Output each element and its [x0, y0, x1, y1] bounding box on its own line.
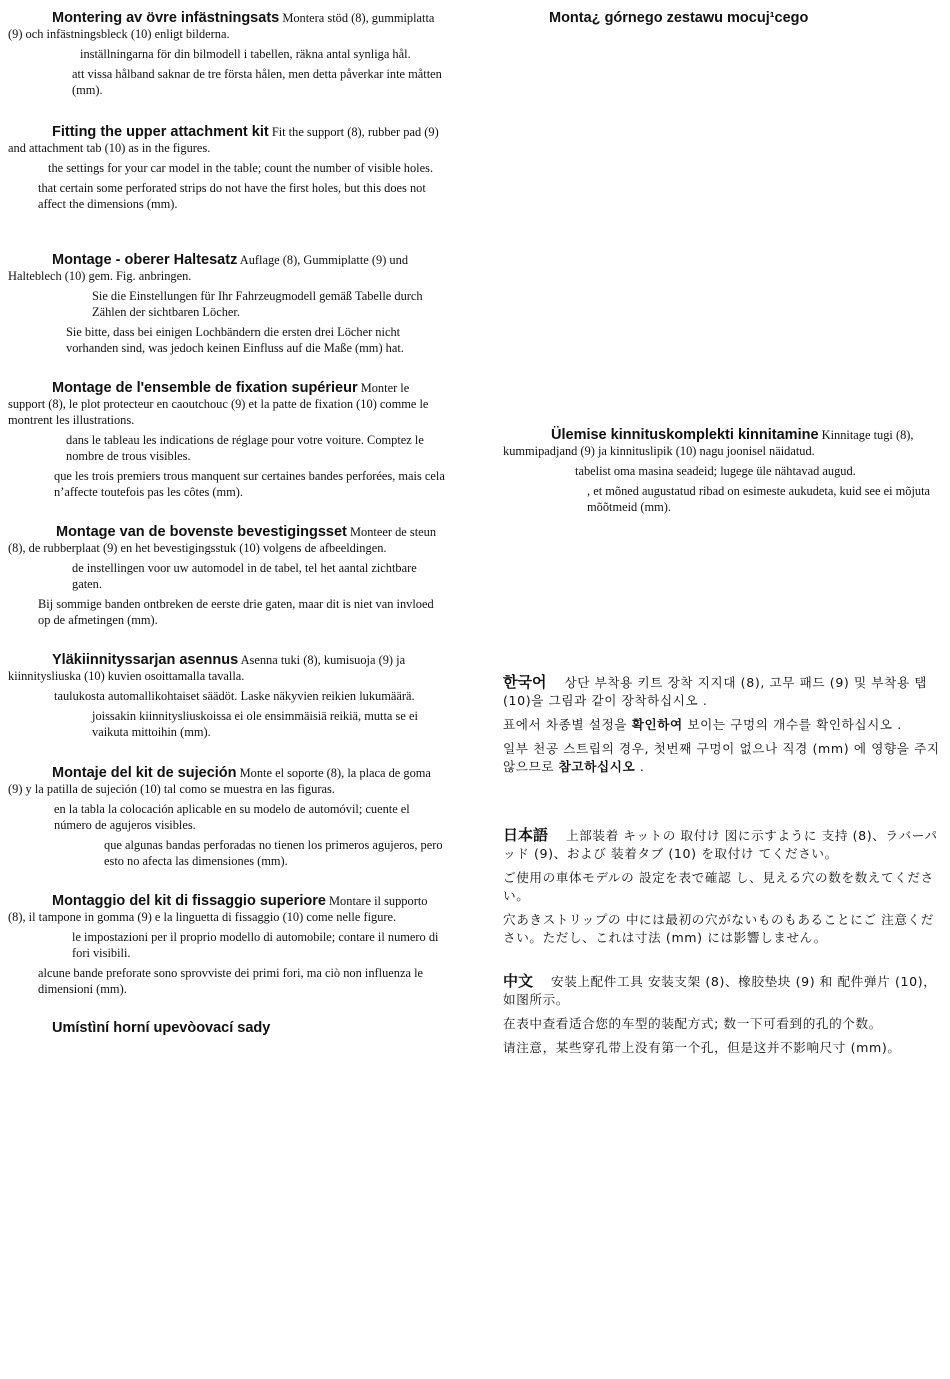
section-title: Monta¿ górnego zestawu mocuj¹cego [549, 10, 809, 26]
section-spanish [8, 765, 448, 873]
paragraph: que algunas bandas perforadas no tienen los primeros agujeros, pero esto no afecta las dimensiones (mm). [104, 838, 443, 868]
paragraph: en la tabla la colocación aplicable en su modelo de automóvil; cuente el número de agujeros visibles. [54, 802, 410, 832]
section-title: Montage de l'ensemble de fixation supérieur [52, 380, 358, 396]
section-title: 日本語 [503, 826, 549, 844]
paragraph: 穴あきストリップの 中には最初の穴がないものもあることにご 注意ください。ただし、これは寸法 (mm) には影響しません。 [503, 912, 934, 945]
paragraph: 표에서 차종별 설정을 확인하여 보이는 구멍의 개수를 확인하십시오 . [503, 717, 902, 732]
paragraph: Monteer de steun (8), de rubberplaat (9) en het bevestigingsstuk (10) volgens de afbeeldingen. [8, 525, 437, 555]
section-czech [8, 1020, 448, 1040]
paragraph: Monte el soporte (8), la placa de goma (9) y la patilla de sujeción (10) tal como se muestra en las figuras. [8, 766, 431, 796]
paragraph: Montare il supporto (8), il tampone in gomma (9) e la linguetta di fissaggio (10) come nelle figure. [8, 894, 428, 924]
section-title: Montaggio del kit di fissaggio superiore [52, 893, 326, 909]
paragraph: Monter le support (8), le plot protecteur en caoutchouc (9) et la patte de fixation (10) comme le montrent les illustrations. [8, 381, 429, 427]
section-title: Montage van de bovenste bevestigingsset [56, 524, 347, 540]
paragraph: alcune bande preforate sono sprovviste dei primi fori, ma ciò non influenza le dimensioni (mm). [38, 966, 424, 996]
paragraph: Montera stöd (8), gummiplatta (9) och infästningsbleck (10) enligt bilderna. [8, 11, 435, 41]
paragraph: 上部装着 キットの 取付け 図に示すように 支持 (8)、ラバーパッド (9)、および 装着タブ (10) を取付け てください。 [503, 828, 938, 861]
section-title: 한국어 [503, 673, 547, 691]
section-english [8, 124, 448, 216]
paragraph: Fit the support (8), rubber pad (9) and attachment tab (10) as in the figures. [8, 125, 439, 155]
section-title: Montering av övre infästningsats [52, 10, 280, 26]
section-finnish [8, 652, 448, 744]
paragraph: tabelist oma masina seadeid; lugege üle nähtavad augud. [575, 464, 856, 478]
paragraph: Asenna tuki (8), kumisuoja (9) ja kiinnitysliuska (10) kuvien osoittamalla tavalla. [8, 653, 406, 683]
section-estonian [503, 427, 945, 519]
paragraph: de instellingen voor uw automodel in de tabel, tel het aantal zichtbare gaten. [72, 561, 417, 591]
paragraph: 安装上配件工具 安装支架 (8)、橡胶垫块 (9) 和 配件弹片 (10)，如图所示。 [503, 974, 937, 1007]
paragraph: Sie die Einstellungen für Ihr Fahrzeugmodell gemäß Tabelle durch Zählen der sichtbaren Löcher. [92, 289, 423, 319]
paragraph: Bij sommige banden ontbreken de eerste drie gaten, maar dit is niet van invloed op de afmetingen (mm). [38, 597, 434, 627]
section-dutch [8, 524, 448, 632]
paragraph: dans le tableau les indications de réglage pour votre voiture. Comptez le nombre de trous visibles. [66, 433, 424, 463]
section-chinese [503, 972, 945, 1063]
paragraph: ご使用の車体モデルの 設定を表で確認 し、見える穴の数を数えてください。 [503, 870, 934, 903]
paragraph: taulukosta automallikohtaiset säädöt. Laske näkyvien reikien lukumäärä. [54, 689, 415, 703]
section-polish [503, 10, 945, 30]
section-title: Montage - oberer Haltesatz [52, 252, 238, 268]
paragraph: 请注意，某些穿孔带上没有第一个孔，但是这并不影响尺寸 (mm)。 [503, 1040, 901, 1055]
paragraph: le impostazioni per il proprio modello di automobile; contare il numero di fori visibili. [72, 930, 439, 960]
paragraph: Kinnitage tugi (8), kummipadjand (9) ja kinnituslipik (10) nagu joonisel näidatud. [503, 428, 914, 458]
paragraph: the settings for your car model in the table; count the number of visible holes. [48, 161, 434, 175]
section-title: Fitting the upper attachment kit [52, 124, 269, 140]
paragraph: , et mõned augustatud ribad on esimeste aukudeta, kuid see ei mõjuta mõõtmeid (mm). [587, 484, 931, 514]
paragraph: 상단 부착용 키트 장착 지지대 (8), 고무 패드 (9) 및 부착용 탭 (10)을 그림과 같이 장착하십시오 . [503, 675, 928, 708]
section-italian [8, 893, 448, 1001]
paragraph: joissakin kiinnitysliuskoissa ei ole ensimmäisiä reikiä, mutta se ei vaikuta mittoihin (mm). [92, 709, 418, 739]
section-title: 中文 [503, 972, 534, 990]
section-title: Yläkiinnityssarjan asennus [52, 652, 239, 668]
section-title: Montaje del kit de sujeción [52, 765, 237, 781]
section-french [8, 380, 448, 504]
paragraph: Sie bitte, dass bei einigen Lochbändern die ersten drei Löcher nicht vorhanden sind, was jedoch keinen Einfluss auf die Maße (mm) hat. [66, 325, 404, 355]
section-korean [503, 673, 945, 782]
paragraph: att vissa hålband saknar de tre första hålen, men detta påverkar inte måtten (mm). [72, 67, 442, 97]
paragraph: that certain some perforated strips do not have the first holes, but this does not affect the dimensions (mm). [38, 181, 426, 211]
section-swedish [8, 10, 448, 102]
paragraph: que les trois premiers trous manquent sur certaines bandes perforées, mais cela n’affecte toutefois pas les côtes (mm). [54, 469, 445, 499]
section-title: Ülemise kinnituskomplekti kinnitamine [551, 427, 819, 443]
section-title: Umístìní horní upevòovací sady [52, 1020, 271, 1036]
section-japanese [503, 826, 945, 953]
section-german [8, 252, 448, 360]
paragraph: 在表中查看适合您的车型的装配方式; 数一下可看到的孔的个数。 [503, 1016, 882, 1031]
paragraph: Auflage (8), Gummiplatte (9) und Halteblech (10) gem. Fig. anbringen. [8, 253, 409, 283]
paragraph: inställningarna för din bilmodell i tabellen, räkna antal synliga hål. [80, 47, 411, 61]
paragraph: 일부 천공 스트립의 경우, 첫번째 구멍이 없으나 직경 (mm) 에 영향을 주지 않으므로 참고하십시오 . [503, 741, 940, 774]
